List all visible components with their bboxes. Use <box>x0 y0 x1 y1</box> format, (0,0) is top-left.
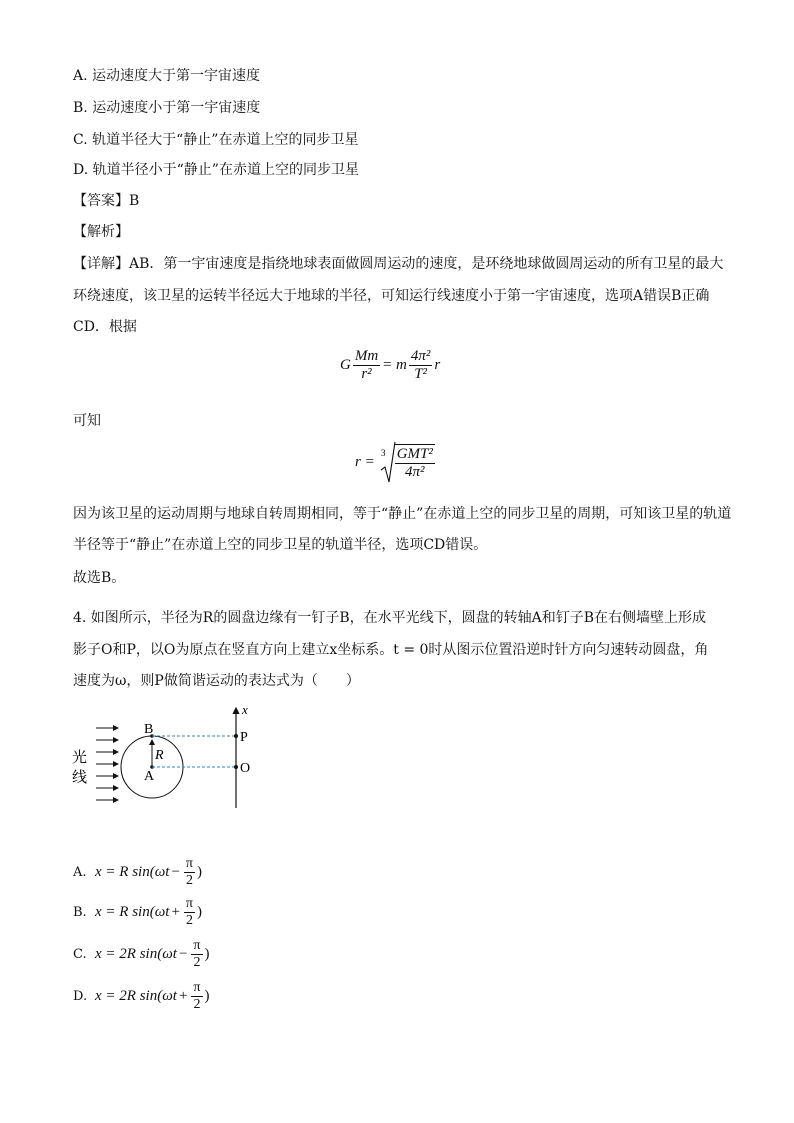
q4-line-2: 影子O和P，以O为原点在竖直方向上建立x坐标系。t = 0时从图示位置沿逆时针方向匀速转动圆盘，角 <box>73 642 709 658</box>
svg-text:3: 3 <box>380 448 386 458</box>
q4-line-1: 4. 如图所示，半径为R的圆盘边缘有一钉子B，在水平光线下，圆盘的转轴A和钉子B在右侧墙壁上形成 <box>73 610 707 626</box>
light-label-2: 线 <box>72 770 88 786</box>
label-b: B <box>144 722 154 737</box>
q4-option-a: A. x = R sin(ωt − $\frac{\pi}{2}$ ) <box>73 856 202 888</box>
label-r: R <box>155 748 164 763</box>
label-a: A <box>144 769 155 784</box>
q3-option-b: B. 运动速度小于第一宇宙速度 <box>73 100 261 116</box>
light-label-1: 光 <box>72 750 88 766</box>
q4-option-d: D. x = 2R sin(ωt + $\frac{\pi}{2}$ ) <box>73 980 210 1012</box>
q3-option-d: D. 轨道半径小于“静止”在赤道上空的同步卫星 <box>73 162 359 178</box>
analysis-tag: 【解析】 <box>73 224 129 240</box>
q4-option-c: C. x = 2R sin(ωt − $\frac{\pi}{2}$ ) <box>73 938 210 970</box>
answer-line: 【答案】B <box>73 193 140 209</box>
q3-option-a: A. 运动速度大于第一宇宙速度 <box>73 68 261 84</box>
shadow-point-o <box>234 765 238 769</box>
detail-line-5: 半径等于“静止”在赤道上空的同步卫星的轨道半径，选项CD错误。 <box>73 537 488 553</box>
gravity-formula: G $\frac{Mm}{\text{r²}}$ = m $\frac{\text{4π²}}{\text{T²}}$ r <box>340 348 441 382</box>
shadow-point-p <box>234 734 238 738</box>
label-p: P <box>240 730 248 745</box>
detail-line-1: 【详解】AB．第一宇宙速度是指绕地球表面做圆周运动的速度，是环绕地球做圆周运动的所有卫星的最大 <box>73 256 724 272</box>
q3-option-c: C. 轨道半径大于“静止”在赤道上空的同步卫星 <box>73 132 359 148</box>
axis-label-x: x <box>242 702 248 717</box>
label-o: O <box>240 761 251 776</box>
light-arrows <box>96 728 118 800</box>
conclusion: 故选B。 <box>73 570 126 586</box>
detail-line-2: 环绕速度，该卫星的运转半径远大于地球的半径，可知运行线速度小于第一宇宙速度，选项A错误B正确 <box>73 288 710 304</box>
kezhi-text: 可知 <box>73 413 101 429</box>
detail-line-4: 因为该卫星的运动周期与地球自转周期相同，等于“静止”在赤道上空的同步卫星的周期，可知该卫星的轨道 <box>73 506 732 522</box>
detail-line-3: CD．根据 <box>73 319 137 335</box>
disc-shadow-figure <box>68 700 268 812</box>
radius-formula: r = 3 $\frac{\text{GMT²}}{\text{4π²}}$ <box>355 440 437 484</box>
q4-option-b: B. x = R sin(ωt + $\frac{\pi}{2}$ ) <box>73 896 202 928</box>
q4-line-3: 速度为ω，则P做简谐运动的表达式为（ ） <box>73 673 360 689</box>
